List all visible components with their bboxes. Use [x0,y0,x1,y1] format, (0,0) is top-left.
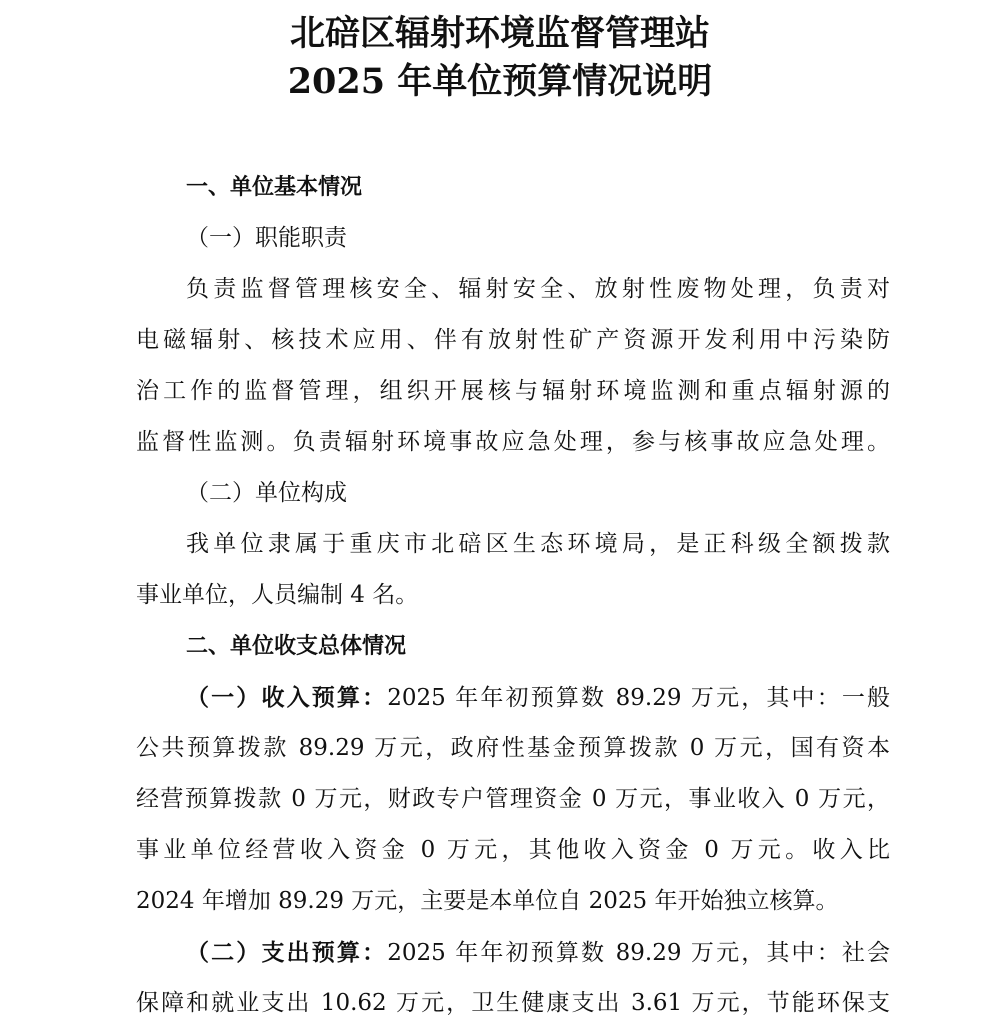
paragraph-line: 负责监督管理核安全、辐射安全、放射性废物处理，负责对 [186,276,890,302]
paragraph-line: 事业单位经营收入资金 0 万元，其他收入资金 0 万元。收入比 [136,837,890,863]
paragraph-line: 公共预算拨款 89.29 万元，政府性基金预算拨款 0 万元，国有资本 [136,735,890,761]
paragraph-line: 电磁辐射、核技术应用、伴有放射性矿产资源开发利用中污染防 [136,327,890,353]
paragraph-line: 治工作的监督管理，组织开展核与辐射环境监测和重点辐射源的 [136,378,890,404]
expense-lead: （二）支出预算： [186,939,388,966]
paragraph-line: 我单位隶属于重庆市北碚区生态环境局，是正科级全额拨款 [186,531,890,557]
paragraph-line: 保障和就业支出 10.62 万元，卫生健康支出 3.61 万元，节能环保支 [136,990,890,1016]
paragraph-line: 监督性监测。负责辐射环境事故应急处理，参与核事故应急处理。 [136,429,890,455]
document-title [0,0,1000,106]
paragraph-line: 2024 年增加 89.29 万元，主要是本单位自 2025 年开始独立核算。 [136,888,839,914]
section-heading-2: 二、单位收支总体情况 [186,634,407,659]
title-line-1: 北碚区辐射环境监督管理站 [289,13,710,54]
expense-paragraph-first-line [136,927,890,978]
document-body [136,162,890,1029]
income-lead: （一）收入预算： [186,684,388,711]
section-heading-1: 一、单位基本情况 [186,175,363,200]
income-paragraph-first-line [136,672,890,723]
subsection-heading-duties: （一）职能职责 [186,225,347,251]
income-first-text: 2025 年年初预算数 89.29 万元，其中：一般 [387,685,891,711]
expense-first-text: 2025 年年初预算数 89.29 万元，其中：社会 [387,940,891,966]
title-line-2: 2025 年单位预算情况说明 [287,61,713,102]
paragraph-line: 经营预算拨款 0 万元，财政专户管理资金 0 万元，事业收入 0 万元， [136,786,890,812]
paragraph-line: 事业单位，人员编制 4 名。 [136,582,419,608]
subsection-heading-structure: （二）单位构成 [186,480,347,506]
